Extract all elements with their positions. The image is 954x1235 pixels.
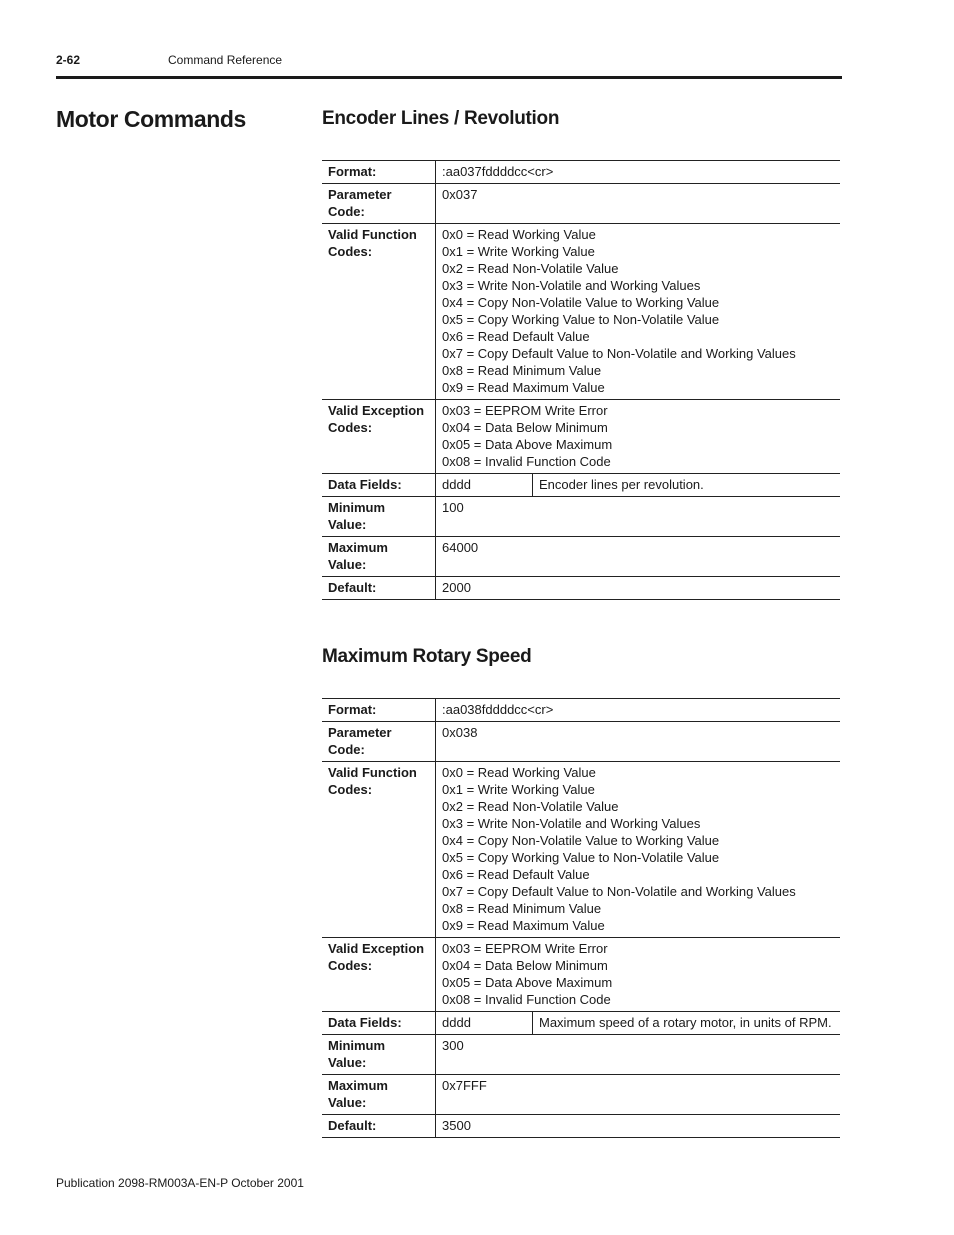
function-code-item: 0x3 = Write Non-Volatile and Working Values [442,816,701,831]
function-code-item: 0x0 = Read Working Value [442,227,596,242]
parameter-code-row [322,722,840,762]
function-code-item: 0x1 = Write Working Value [442,244,595,259]
exception-code-item: 0x03 = EEPROM Write Error [442,403,608,418]
exception-code-item: 0x05 = Data Above Maximum [442,975,613,990]
default-label: Default: [322,577,436,600]
function-codes-list [436,224,841,400]
format-row [322,699,840,722]
function-code-item: 0x5 = Copy Working Value to Non-Volatile Value [442,312,720,327]
data-field-description: Maximum speed of a rotary motor, in units of RPM. [533,1012,841,1035]
minimum-value: 300 [436,1035,841,1075]
exception-code-item: 0x05 = Data Above Maximum [442,437,613,452]
format-row [322,161,840,184]
exception-code-item: 0x03 = EEPROM Write Error [442,941,608,956]
minimum-value-row [322,1035,840,1075]
function-codes-list [436,762,841,938]
function-code-item: 0x2 = Read Non-Volatile Value [442,799,619,814]
encoder-lines-spec-table [322,160,840,600]
parameter-code-label: Parameter Code: [322,722,436,762]
function-code-item: 0x2 = Read Non-Volatile Value [442,261,619,276]
function-code-item: 0x3 = Write Non-Volatile and Working Values [442,278,701,293]
maximum-value: 64000 [436,537,841,577]
data-fields-row [322,474,840,497]
exception-codes-row [322,400,840,474]
page-header [56,52,842,79]
maximum-value-label: Maximum Value: [322,1075,436,1115]
section-title-max-rotary-speed: Maximum Rotary Speed [322,646,532,667]
minimum-value: 100 [436,497,841,537]
default-label: Default: [322,1115,436,1138]
function-code-item: 0x5 = Copy Working Value to Non-Volatile Value [442,850,720,865]
default-value: 3500 [436,1115,841,1138]
function-code-item: 0x8 = Read Minimum Value [442,363,602,378]
format-label: Format: [322,699,436,722]
minimum-value-label: Minimum Value: [322,497,436,537]
function-code-item: 0x9 = Read Maximum Value [442,380,605,395]
function-code-item: 0x7 = Copy Default Value to Non-Volatile and Working Values [442,884,796,899]
maximum-value: 0x7FFF [436,1075,841,1115]
exception-code-item: 0x08 = Invalid Function Code [442,454,611,469]
function-code-item: 0x1 = Write Working Value [442,782,595,797]
function-code-item: 0x0 = Read Working Value [442,765,596,780]
data-fields-label: Data Fields: [322,474,436,497]
data-field-description: Encoder lines per revolution. [533,474,841,497]
function-code-item: 0x9 = Read Maximum Value [442,918,605,933]
data-field-name: dddd [436,474,533,497]
parameter-code-value: 0x038 [436,722,841,762]
max-rotary-speed-spec-table [322,698,840,1138]
data-fields-label: Data Fields: [322,1012,436,1035]
format-value: :aa038fddddcc<cr> [436,699,841,722]
format-label: Format: [322,161,436,184]
exception-code-item: 0x04 = Data Below Minimum [442,420,608,435]
format-value: :aa037fddddcc<cr> [436,161,841,184]
exception-codes-label: Valid Exception Codes: [322,400,436,474]
function-codes-row [322,224,840,400]
default-value: 2000 [436,577,841,600]
function-codes-row [322,762,840,938]
section-title-encoder-lines: Encoder Lines / Revolution [322,108,560,129]
function-code-item: 0x8 = Read Minimum Value [442,901,602,916]
parameter-code-row [322,184,840,224]
exception-codes-list [436,400,841,474]
function-codes-label: Valid Function Codes: [322,224,436,400]
function-code-item: 0x4 = Copy Non-Volatile Value to Working Value [442,295,720,310]
maximum-value-row [322,537,840,577]
minimum-value-row [322,497,840,537]
minimum-value-label: Minimum Value: [322,1035,436,1075]
parameter-code-label: Parameter Code: [322,184,436,224]
exception-code-item: 0x08 = Invalid Function Code [442,992,611,1007]
function-code-item: 0x6 = Read Default Value [442,867,590,882]
parameter-code-value: 0x037 [436,184,841,224]
maximum-value-row [322,1075,840,1115]
default-row [322,577,840,600]
exception-code-item: 0x04 = Data Below Minimum [442,958,608,973]
function-code-item: 0x7 = Copy Default Value to Non-Volatile and Working Values [442,346,796,361]
data-field-name: dddd [436,1012,533,1035]
page-number: 2-62 [56,53,81,67]
maximum-value-label: Maximum Value: [322,537,436,577]
exception-codes-row [322,938,840,1012]
exception-codes-list [436,938,841,1012]
function-code-item: 0x4 = Copy Non-Volatile Value to Working Value [442,833,720,848]
default-row [322,1115,840,1138]
data-fields-row [322,1012,840,1035]
exception-codes-label: Valid Exception Codes: [322,938,436,1012]
publication-footer: Publication 2098-RM003A-EN-P October 2001 [56,1176,304,1190]
chapter-title: Motor Commands [56,106,246,132]
function-code-item: 0x6 = Read Default Value [442,329,590,344]
function-codes-label: Valid Function Codes: [322,762,436,938]
running-header-section: Command Reference [168,53,283,67]
